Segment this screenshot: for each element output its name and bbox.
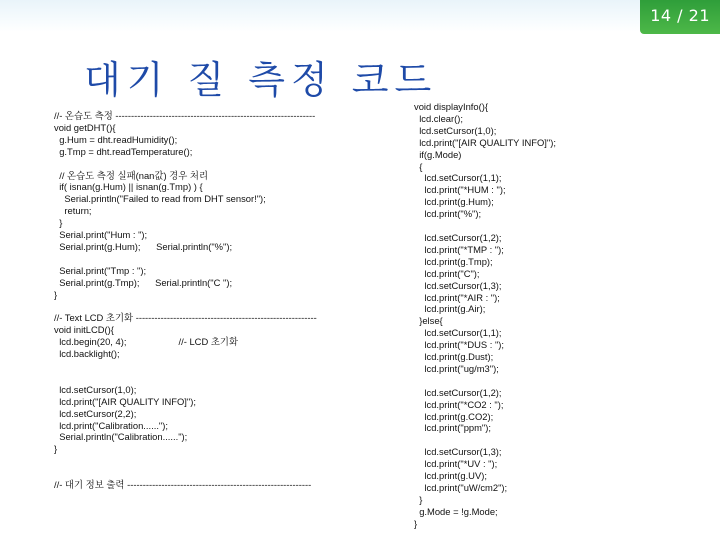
code-line: g.Hum = dht.readHumidity(); (54, 133, 178, 145)
code-line: } (414, 517, 418, 529)
code-block-right (414, 101, 556, 530)
code-line: lcd.print(g.UV); (414, 470, 487, 482)
page-number-tab (640, 0, 720, 34)
code-line: void initLCD(){ (54, 324, 114, 336)
code-line: lcd.print("*TMP : "); (414, 243, 504, 255)
code-line: g.Mode = !g.Mode; (414, 505, 498, 517)
code-line: lcd.backlight(); (54, 348, 120, 360)
code-line: //- 온습도 측정 ---------------------------------------------------------------- (54, 110, 316, 121)
code-line: lcd.print("C"); (414, 267, 480, 279)
top-banner (0, 0, 720, 32)
code-line: } (414, 493, 423, 505)
code-line: if( isnan(g.Hum) || isnan(g.Tmp) ) { (54, 181, 203, 193)
code-line: lcd.print("*HUM : "); (414, 184, 506, 196)
code-line: lcd.print(g.CO2); (414, 410, 494, 422)
code-line: } (54, 217, 63, 229)
code-line: Serial.print("Hum : "); (54, 229, 148, 241)
code-line: { (414, 160, 423, 172)
code-line: //- 대기 정보 출력 ----------------------------------------------------------- (54, 479, 312, 491)
code-line: Serial.print(g.Tmp); Serial.println("C "); (54, 276, 233, 288)
code-line: } (54, 443, 58, 455)
code-line: lcd.clear(); (414, 112, 463, 124)
code-line: Serial.println("Calibration......"); (54, 431, 188, 443)
code-line: lcd.setCursor(1,1); (414, 327, 502, 339)
code-line: Serial.println("Failed to read from DHT sensor!"); (54, 193, 266, 205)
code-line: Serial.print(g.Hum); Serial.println("%"); (54, 240, 233, 252)
code-line: lcd.print("*CO2 : "); (414, 398, 504, 410)
code-block-left (54, 110, 317, 491)
code-line: return; (54, 205, 92, 217)
code-line: lcd.print(g.Dust); (414, 351, 494, 363)
code-line: lcd.print("ug/m3"); (414, 362, 499, 374)
code-line: void displayInfo(){ (414, 101, 488, 112)
code-line: lcd.setCursor(1,3); (414, 446, 502, 458)
code-line: lcd.setCursor(1,2); (414, 386, 502, 398)
code-line: } (54, 288, 58, 300)
code-line: Serial.print("Tmp : "); (54, 264, 147, 276)
code-line: lcd.print("*AIR : "); (414, 291, 500, 303)
code-line: lcd.print(g.Tmp); (414, 255, 493, 267)
code-line: lcd.setCursor(1,3); (414, 279, 502, 291)
code-line: lcd.print(g.Air); (414, 303, 486, 315)
code-line: //- Text LCD 초기화 ---------------------------------------------------------- (54, 312, 317, 324)
code-line: lcd.begin(20, 4); //- LCD 초기화 (54, 336, 238, 348)
code-line: lcd.print("[AIR QUALITY INFO]"); (54, 395, 196, 407)
code-line: lcd.setCursor(1,0); (54, 383, 137, 395)
code-line: g.Tmp = dht.readTemperature(); (54, 145, 193, 157)
code-line: lcd.print("uW/cm2"); (414, 482, 508, 493)
code-line: lcd.setCursor(2,2); (54, 407, 137, 419)
code-line: lcd.print("Calibration......"); (54, 419, 168, 431)
code-line: lcd.print("*DUS : "); (414, 339, 505, 351)
slide-title: 대기 질 측정 코드 (84, 58, 438, 103)
code-line: lcd.setCursor(1,1); (414, 172, 502, 184)
code-line: lcd.setCursor(1,2); (414, 231, 502, 243)
page-number: 14 / 21 (650, 6, 710, 25)
code-line: }else{ (414, 315, 443, 327)
code-line: lcd.print("ppm"); (414, 422, 491, 434)
code-line: lcd.print("[AIR QUALITY INFO]"); (414, 136, 556, 148)
code-line: lcd.setCursor(1,0); (414, 124, 497, 136)
code-line: if(g.Mode) (414, 148, 462, 160)
code-line: lcd.print("%"); (414, 208, 482, 220)
code-line: lcd.print("*UV : "); (414, 458, 498, 470)
code-line: lcd.print(g.Hum); (414, 196, 494, 208)
code-line: void getDHT(){ (54, 121, 116, 133)
code-line: // 온습도 측정 실패(nan값) 경우 처리 (54, 169, 209, 181)
